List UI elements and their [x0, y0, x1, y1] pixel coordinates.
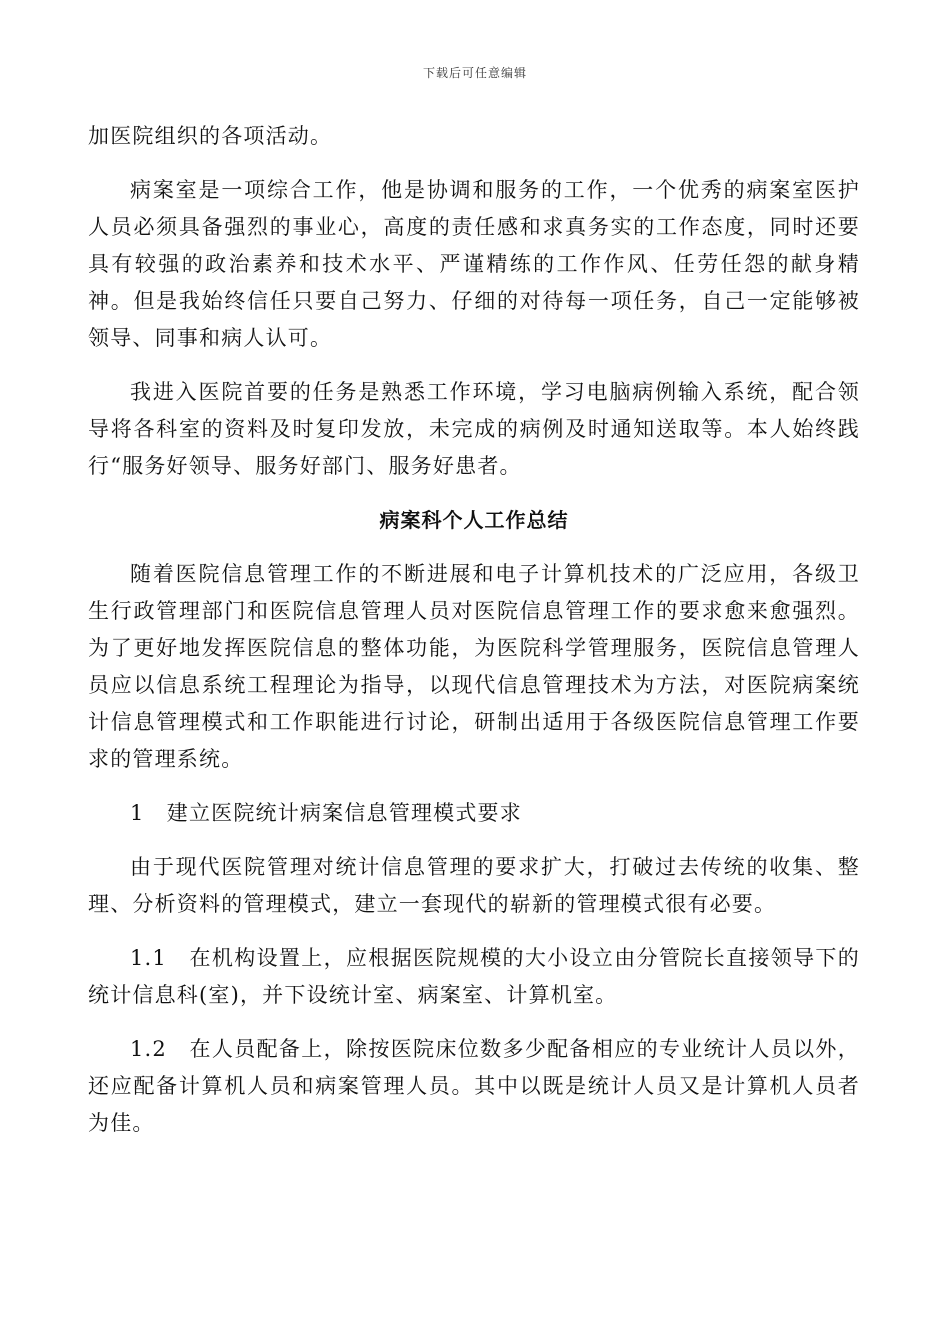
paragraph-1-1: 1.1 在机构设置上，应根据医院规模的大小设立由分管院长直接领导下的统计信息科(室)，并下设统计室、病案室、计算机室。 — [88, 946, 860, 1007]
subheading-1: 1 建立医院统计病案信息管理模式要求 — [130, 801, 522, 825]
paragraph-first-tasks: 我进入医院首要的任务是熟悉工作环境，学习电脑病例输入系统，配合领导将各科室的资料及时复印发放，未完成的病例及时通知送取等。本人始终践行“服务好领导、服务好部门、服务好患者。 — [88, 380, 860, 478]
paragraph-work-nature: 病案室是一项综合工作，他是协调和服务的工作，一个优秀的病案室医护人员必须具备强烈的事业心，高度的责任感和求真务实的工作态度，同时还要具有较强的政治素养和技术水平、严谨精练的工作作风、任劳任怨的献身精神。但是我始终信任只要自己努力、仔细的对待每一项任务，自己一定能够被领导、同事和病人认可。 — [88, 178, 860, 350]
paragraph-1-2: 1.2 在人员配备上，除按医院床位数多少配备相应的专业统计人员以外，还应配备计算机人员和病案管理人员。其中以既是统计人员又是计算机人员者为佳。 — [88, 1037, 860, 1135]
paragraph-continuation: 加医院组织的各项活动。 — [88, 124, 333, 148]
document-body — [88, 118, 860, 1159]
paragraph-mode-requirement: 由于现代医院管理对统计信息管理的要求扩大，打破过去传统的收集、整理、分析资料的管理模式，建立一套现代的崭新的管理模式很有必要。 — [88, 855, 860, 916]
paragraph-introduction: 随着医院信息管理工作的不断进展和电子计算机技术的广泛应用，各级卫生行政管理部门和医院信息管理人员对医院信息管理工作的要求愈来愈强烈。为了更好地发挥医院信息的整体功能，为医院科学管理服务，医院信息管理人员应以信息系统工程理论为指导，以现代信息管理技术为方法，对医院病案统计信息管理模式和工作职能进行讨论，研制出适用于各级医院信息管理工作要求的管理系统。 — [88, 562, 860, 771]
section-title: 病案科个人工作总结 — [379, 508, 569, 532]
page-header: 下载后可任意编辑 — [422, 66, 527, 80]
